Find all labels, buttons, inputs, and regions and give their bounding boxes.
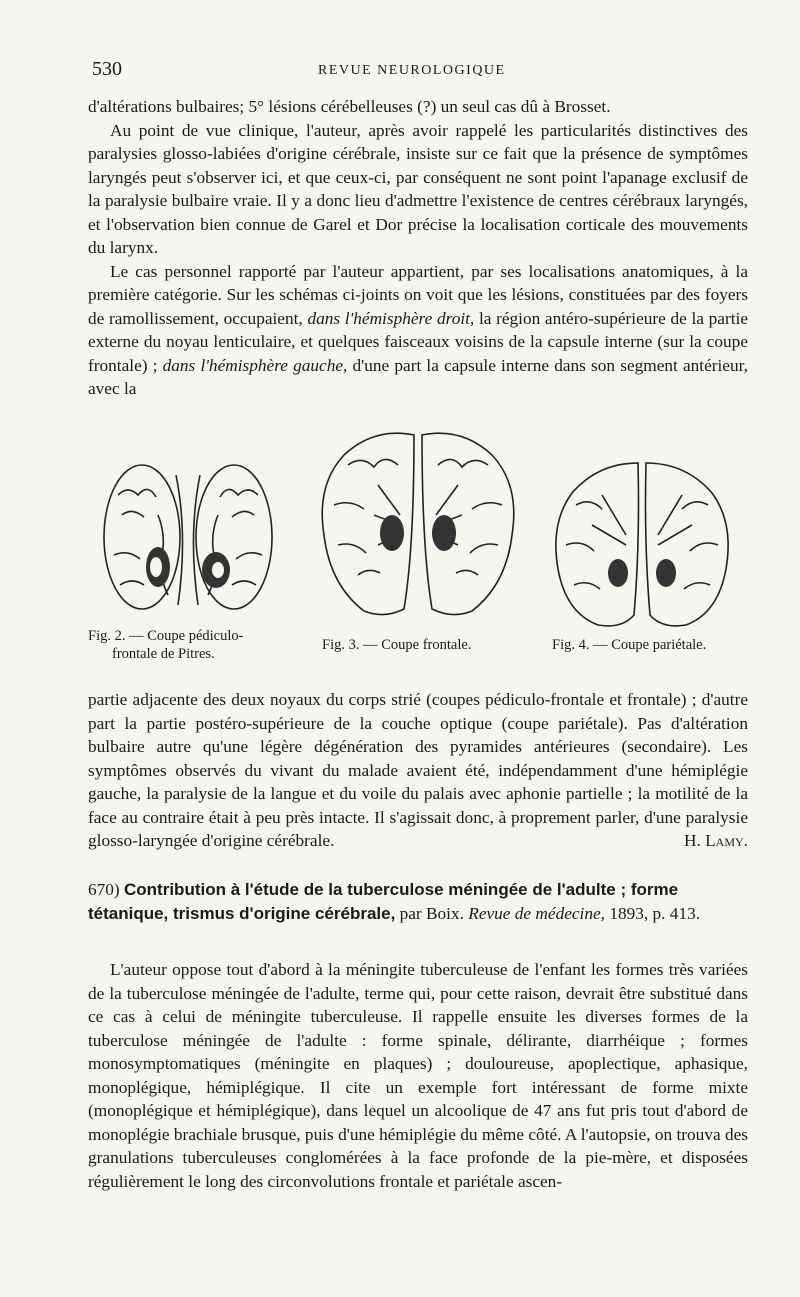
- article-title: Contribution à l'étude de la tuberculose méningée de l'adulte ; forme tétanique, trismus d'origine cérébrale,: [88, 880, 679, 923]
- figure-4-caption: Fig. 4. — Coupe pariétale.: [552, 637, 707, 653]
- running-head: REVUE NEUROLOGIQUE: [318, 63, 506, 78]
- article-author: par Boix.: [395, 903, 469, 923]
- figure-3-illustration: [318, 425, 518, 620]
- article-body: [88, 958, 748, 1193]
- article-journal: Revue de médecine,: [468, 903, 605, 923]
- figure-2-caption: Fig. 2. — Coupe pédiculo- frontale de Pitres.: [88, 628, 244, 662]
- figure-3-caption: Fig. 3. — Coupe frontale.: [322, 637, 472, 653]
- paragraph-4: partie adjacente des deux noyaux du corps strié (coupes pédiculo-frontale et frontale) ; d'autre part la partie postéro-supérieure de la couche optique (coupe pariétale). Pas d'altération bulbaire autre qu'une légère dégénération des pyramides antérieures (secondaire). Les symptômes observés du vivant du malade avaient été, indépendamment d'une hémiplégie gauche, la paralysie de la langue et du voile du palais avec aphonie partielle ; la motilité de la face au contraire était à peu près intacte. Il s'agissait donc, à proprement parler, d'une paralysie glosso-laryngée d'origine cérébrale. H. Lamy.: [88, 688, 748, 853]
- paragraph-5: L'auteur oppose tout d'abord à la méningite tuberculeuse de l'enfant les formes très variées de la tuberculose méningée de l'adulte, terme qui, pour cette raison, devrait être substitué dans ce cas à celui de méningite tuberculeuse. Il rappelle ensuite les diverses formes de la tuberculose méningée de l'adulte : forme spinale, délirante, diarrhéique ; formes monosymptomatiques (méningite en plaques) ; douloureuse, apoplectique, aphasique, monoplégique, hémiplégique. Il cite un exemple fort intéressant de forme mixte (monoplégique et hémiplégique), dans lequel un alcoolique de 47 ans fut pris tout d'abord de monoplégie brachiale brusque, puis d'une hémiplégie du même côté. A l'autopsie, on trouva des granulations tuberculeuses conglomérées à la face profonde de la pie-mère, et disposées régulièrement le long des circonvolutions frontale et pariétale ascen-: [88, 960, 748, 1191]
- paragraph-2: Au point de vue clinique, l'auteur, après avoir rappelé les particularités distinctives des paralysies glosso-labiées d'origine cérébrale, insiste sur ce fait que la présence de symptômes laryngés peut s'observer ici, et que ceux-ci, par conséquent ne sont point l'apanage exclusif de la paralysie bulbaire vraie. Il y a donc lieu d'admettre l'existence de centres cérébraux laryngés, et l'observation bien connue de Garel et Dor précise la localisation corticale des mouvements du larynx.: [88, 120, 748, 257]
- continuation-text: [88, 688, 748, 853]
- paragraph-3: Le cas personnel rapporté par l'auteur appartient, par ses localisations anatomiques, à la première catégorie. Sur les schémas ci-joints on voit que les lésions, constituées par des foyers de ramollissement, occupaient, dans l'hémisphère droit, la région antéro-supérieure de la partie externe du noyau lenticulaire, et quelques faisceaux voisins de la capsule interne (sur la coupe frontale) ; dans l'hémisphère gauche, d'une part la capsule interne dans son segment antérieur, avec la: [88, 261, 749, 398]
- figure-4-illustration: [552, 455, 732, 630]
- article-number: 670): [88, 880, 120, 899]
- figure-2-illustration: [98, 455, 278, 620]
- article-ref: 1893, p. 413.: [605, 903, 701, 923]
- author-signature: H. Lamy.: [684, 831, 748, 850]
- intro-text: [88, 95, 748, 401]
- page-number: 530: [92, 58, 122, 80]
- paragraph-1: d'altérations bulbaires; 5° lésions cérébelleuses (?) un seul cas dû à Brosset.: [88, 97, 611, 116]
- article-heading: [88, 878, 752, 925]
